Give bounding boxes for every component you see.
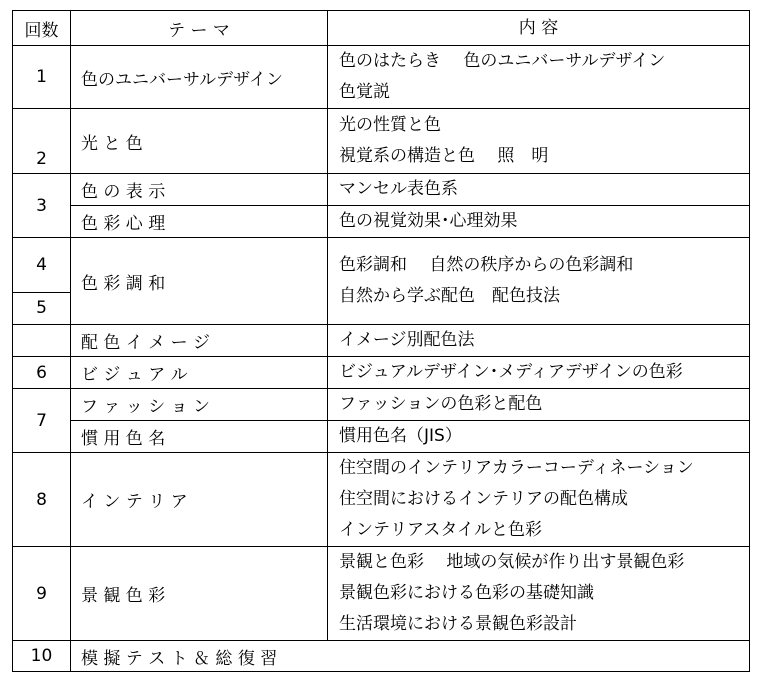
lecture-number: 4 — [13, 238, 70, 293]
content-line: 色覚説 — [339, 82, 390, 102]
lecture-number-pair — [13, 238, 71, 325]
content-cell — [328, 46, 750, 109]
lecture-number: 6 — [13, 357, 71, 389]
theme-cell: 色 の 表 示 — [71, 174, 328, 206]
lecture-number: 3 — [13, 174, 71, 238]
content-line: 色のはたらき 色のユニバーサルデザイン — [339, 51, 666, 71]
theme-cell: 色 彩 心 理 — [71, 206, 328, 238]
syllabus-table — [12, 10, 750, 672]
table-row — [13, 325, 750, 357]
content-line: 生活環境における景観色彩設計 — [339, 614, 577, 634]
theme-cell: ビ ジ ュ ア ル — [71, 357, 328, 389]
content-line: 住空間におけるインテリアの配色構成 — [339, 489, 628, 509]
content-line: ファッションの色彩と配色 — [339, 394, 543, 414]
content-line: 視覚系の構造と色 照 明 — [339, 146, 549, 166]
table-row — [13, 109, 750, 174]
theme-cell: フ ァ ッ シ ョ ン — [71, 389, 328, 421]
content-line: マンセル表色系 — [339, 179, 458, 199]
content-line: 色の視覚効果･心理効果 — [339, 211, 518, 231]
table-row — [13, 421, 750, 453]
content-line: ビジュアルデザイン･メディアデザインの色彩 — [339, 362, 683, 382]
content-line: イメージ別配色法 — [339, 330, 475, 350]
theme-cell: 模 擬 テ ス ト ＆ 総 復 習 — [71, 641, 750, 672]
lecture-number: 8 — [13, 453, 71, 547]
content-cell — [328, 109, 750, 174]
content-cell — [328, 453, 750, 547]
content-line: 光の性質と色 — [339, 115, 441, 135]
content-cell — [328, 206, 750, 238]
content-cell — [328, 174, 750, 206]
lecture-number: 2 — [13, 109, 71, 174]
table-row — [13, 357, 750, 389]
content-line: 自然から学ぶ配色 配色技法 — [339, 286, 560, 306]
lecture-number: 7 — [13, 389, 71, 453]
content-cell — [328, 389, 750, 421]
lecture-number: 10 — [13, 641, 71, 672]
content-line: インテリアスタイルと色彩 — [339, 520, 542, 540]
theme-cell: イ ン テ リ ア — [71, 453, 328, 547]
table-row — [13, 453, 750, 547]
content-line: 景観色彩における色彩の基礎知識 — [339, 583, 594, 603]
lecture-number-spacer — [13, 325, 71, 357]
table-row — [13, 641, 750, 672]
theme-cell: 景 観 色 彩 — [71, 547, 328, 641]
header-theme: テ ー マ — [71, 11, 328, 46]
table-row — [13, 547, 750, 641]
table-row — [13, 238, 750, 325]
lecture-number: 9 — [13, 547, 71, 641]
content-line: 景観と色彩 地域の気候が作り出す景観色彩 — [339, 552, 685, 572]
content-cell — [328, 325, 750, 357]
content-cell — [328, 421, 750, 453]
table-row — [13, 46, 750, 109]
table-row — [13, 389, 750, 421]
content-line: 住空間のインテリアカラーコーディネーション — [339, 458, 694, 478]
table-row — [13, 174, 750, 206]
lecture-number: 1 — [13, 46, 71, 109]
content-line: 慣用色名（JIS） — [339, 426, 462, 446]
theme-cell: 色 彩 調 和 — [71, 238, 328, 325]
content-cell — [328, 357, 750, 389]
lecture-number: 5 — [36, 298, 47, 318]
theme-cell: 光 と 色 — [71, 109, 328, 174]
theme-cell: 配 色 イ メ ー ジ — [71, 325, 328, 357]
theme-cell: 慣 用 色 名 — [71, 421, 328, 453]
theme-cell: 色のユニバーサルデザイン — [71, 46, 328, 109]
header-content: 内 容 — [328, 11, 750, 46]
content-cell — [328, 547, 750, 641]
content-cell — [328, 238, 750, 325]
content-line: 色彩調和 自然の秩序からの色彩調和 — [339, 255, 634, 275]
header-row — [13, 11, 750, 46]
table-row — [13, 206, 750, 238]
header-num: 回数 — [13, 11, 71, 46]
